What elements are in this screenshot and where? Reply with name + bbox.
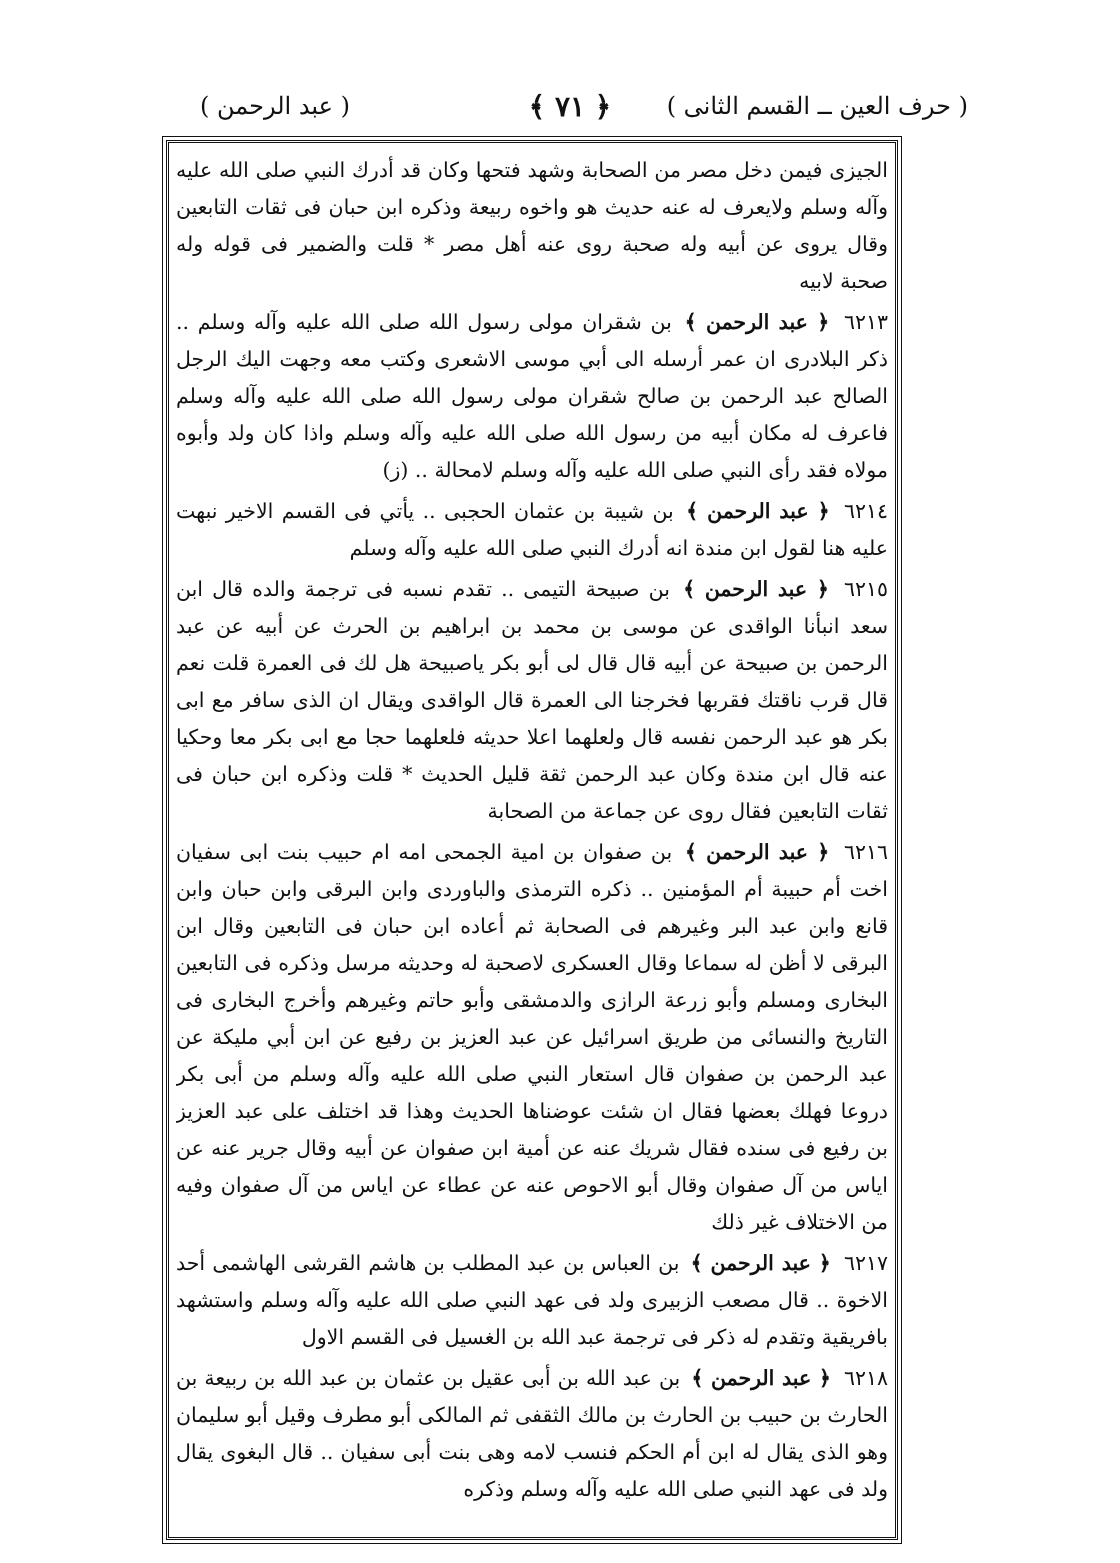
entry-6216 xyxy=(176,834,888,1241)
entry-number: ٦٢١٥ xyxy=(843,577,888,601)
entry-number: ٦٢١٨ xyxy=(843,1366,888,1390)
entry-heading: ﴿ عبد الرحمن ﴾ xyxy=(684,310,830,334)
entry-heading: ﴿ عبد الرحمن ﴾ xyxy=(691,1366,831,1390)
entry-text: بن شيبة بن عثمان الحجبى .. يأتي فى القسم الاخير نبهت عليه هنا لقول ابن مندة انه أدرك النبي صلى الله عليه وآله وسلم xyxy=(176,499,888,560)
entry-text: بن العباس بن عبد المطلب بن هاشم القرشى الهاشمى أحد الاخوة .. قال مصعب الزبيرى ولد فى عهد النبي صلى الله عليه وآله وسلم واستشهد بافريقية وتقدم له ذكر فى ترجمة عبد الله بن الغسيل فى القسم الاول xyxy=(176,1251,888,1349)
entry-6218 xyxy=(176,1360,888,1508)
entry-text: بن صفوان بن امية الجمحى امه ام حبيب بنت ابى سفيان اخت أم حبيبة أم المؤمنين .. ذكره الترمذى والباوردى وابن البرقى وابن حبان وابن قانع وابن عبد البر وغيرهم فى الصحابة ثم أعاده ابن حبان فى التابعين وقال ابن البرقى لا أظن له سماعا وقال العسكرى لاصحبة له وحديثه مرسل وذكره فى التابعين البخارى ومسلم وأبو زرعة الرازى والدمشقى وأبو حاتم وغيرهم وأخرج البخارى فى التاريخ والنسائى من طريق اسرائيل عن عبد العزيز بن رفيع عن ابن أبي مليكة عن عبد الرحمن بن صفوان قال استعار النبي صلى الله عليه وآله وسلم من أبى بكر دروعا فهلك بعضها فقال ان شئت عوضناها الحديث وهذا قد اختلف على عبد العزيز بن رفيع فى سنده فقال شريك عنه عن أمية ابن صفوان عن أبيه وقال جرير عنه عن اياس من آل صفوان وقال أبو الاحوص عنه عن عطاء عن اياس من آل صفوان وفيه من الاختلاف غير ذلك xyxy=(176,840,888,1234)
running-head-chapter: ( حرف العين ــ القسم الثانى ) xyxy=(666,92,968,120)
entry-heading: ﴿ عبد الرحمن ﴾ xyxy=(683,577,829,601)
page-body xyxy=(176,152,888,1532)
page-header xyxy=(160,90,980,140)
entry-6215 xyxy=(176,571,888,830)
entry-6213 xyxy=(176,304,888,489)
running-head-entry: ( عبد الرحمن ) xyxy=(200,92,350,120)
entry-number: ٦٢١٦ xyxy=(843,840,888,864)
entry-number: ٦٢١٤ xyxy=(843,499,888,523)
entry-text: بن عبد الله بن أبى عقيل بن عثمان بن عبد الله بن ربيعة بن الحارث بن حبيب بن الحارث بن مالك الثقفى ثم المالكى أبو مطرف وقيل أبو سليمان وهو الذى يقال له ابن أم الحكم فنسب لامه وهى بنت أبى سفيان .. قال البغوى يقال ولد فى عهد النبي صلى الله عليه وآله وسلم وذكره xyxy=(176,1366,888,1501)
entry-6214 xyxy=(176,493,888,567)
entry-heading: ﴿ عبد الرحمن ﴾ xyxy=(686,499,830,523)
entry-text: بن صبيحة التيمى .. تقدم نسبه فى ترجمة والده قال ابن سعد انبأنا الواقدى عن موسى بن محمد بن ابراهيم بن الحرث عن أبيه عن عبد الرحمن بن صبيحة عن أبيه قال قال لى أبو بكر ياصبيحة هل لك فى العمرة قلت نعم قال قرب ناقتك فقربها فخرجنا الى العمرة قال الواقدى ويقال ان الذى سافر مع ابى بكر هو عبد الرحمن نفسه قال ولعلهما اعلا حديثه فلعلهما حجا مع ابى بكر معا وحكيا عنه قال ابن مندة وكان عبد الرحمن ثقة قليل الحديث * قلت وذكره ابن حبان فى ثقات التابعين فقال روى عن جماعة من الصحابة xyxy=(176,577,888,823)
continuation-paragraph: الجيزى فيمن دخل مصر من الصحابة وشهد فتحها وكان قد أدرك النبي صلى الله عليه وآله وسلم ولايعرف له عنه حديث هو واخوه ربيعة وذكره ابن حبان فى ثقات التابعين وقال يروى عن أبيه وله صحبة روى عنه أهل مصر * قلت والضمير فى قوله وله صحبة لابيه xyxy=(176,158,888,293)
entry-6217 xyxy=(176,1245,888,1356)
page-number: ﴿ ٧١ ﴾ xyxy=(528,90,612,123)
entry-heading: ﴿ عبد الرحمن ﴾ xyxy=(684,840,830,864)
entry-text: بن شقران مولى رسول الله صلى الله عليه وآله وسلم .. ذكر البلادرى ان عمر أرسله الى أبي موسى الاشعرى وكتب معه وجهت اليك الرجل الصالح عبد الرحمن بن صالح شقران مولى رسول الله صلى الله عليه وآله وسلم فاعرف له مكان أبيه من رسول الله صلى الله عليه وآله وسلم واذا كان ولد وأبوه مولاه فقد رأى النبي صلى الله عليه وآله وسلم لامحالة .. (ز) xyxy=(176,310,888,482)
entry-heading: ﴿ عبد الرحمن ﴾ xyxy=(690,1251,831,1275)
entry-number: ٦٢١٣ xyxy=(843,310,888,334)
entry-number: ٦٢١٧ xyxy=(843,1251,888,1275)
